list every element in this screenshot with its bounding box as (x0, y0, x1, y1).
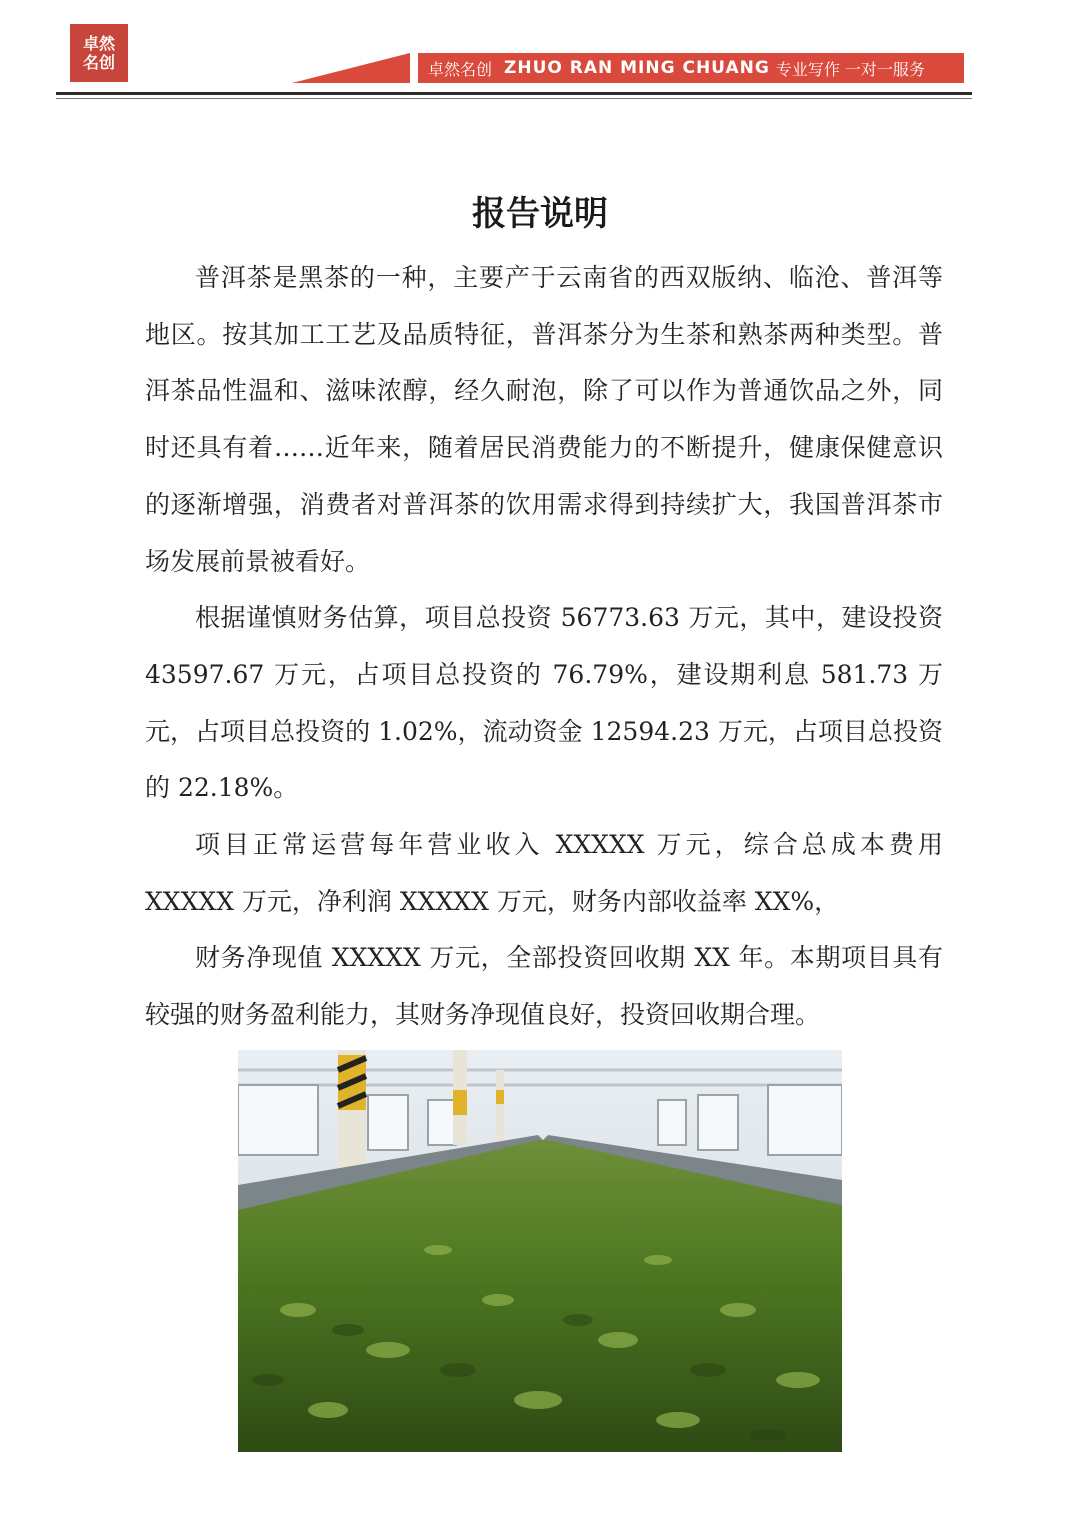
body-text (145, 250, 943, 1044)
header-divider-thin (56, 98, 972, 99)
paragraph-intro: 普洱茶是黑茶的一种，主要产于云南省的西双版纳、临沧、普洱等地区。按其加工工艺及品质特征，普洱茶分为生茶和熟茶两种类型。普洱茶品性温和、滋味浓醇，经久耐泡，除了可以作为普通饮品之外，同时还具有着……近年来，随着居民消费能力的不断提升，健康保健意识的逐渐增强，消费者对普洱茶的饮用需求得到持续扩大，我国普洱茶市场发展前景被看好。 (145, 263, 943, 576)
paragraph-npv: 财务净现值 XXXXX 万元，全部投资回收期 XX 年。本期项目具有较强的财务盈利能力，其财务净现值良好，投资回收期合理。 (145, 943, 943, 1030)
brand-logo (70, 24, 128, 82)
paragraph-revenue: 项目正常运营每年营业收入 XXXXX 万元，综合总成本费用 XXXXX 万元，净利润 XXXXX 万元，财务内部收益率 XX%， (145, 830, 943, 916)
header-divider-thick (56, 92, 972, 95)
banner-en-name: ZHUO RAN MING CHUANG (504, 58, 770, 78)
tea-processing-photo (238, 1050, 842, 1452)
logo-text: 卓然名创 (82, 34, 115, 72)
banner-triangle-decoration (292, 53, 410, 83)
header-banner (418, 53, 964, 83)
paragraph-investment: 根据谨慎财务估算，项目总投资 56773.63 万元，其中，建设投资 43597.67 万元，占项目总投资的 76.79%，建设期利息 581.73 万元，占项目总投资的 1.02%，流动资金 12594.23 万元，占项目总投资的 22.18%。 (145, 603, 943, 803)
page-title: 报告说明 (472, 194, 608, 234)
banner-tagline: 专业写作 一对一服务 (775, 59, 925, 79)
banner-cn-name: 卓然名创 (428, 59, 493, 79)
